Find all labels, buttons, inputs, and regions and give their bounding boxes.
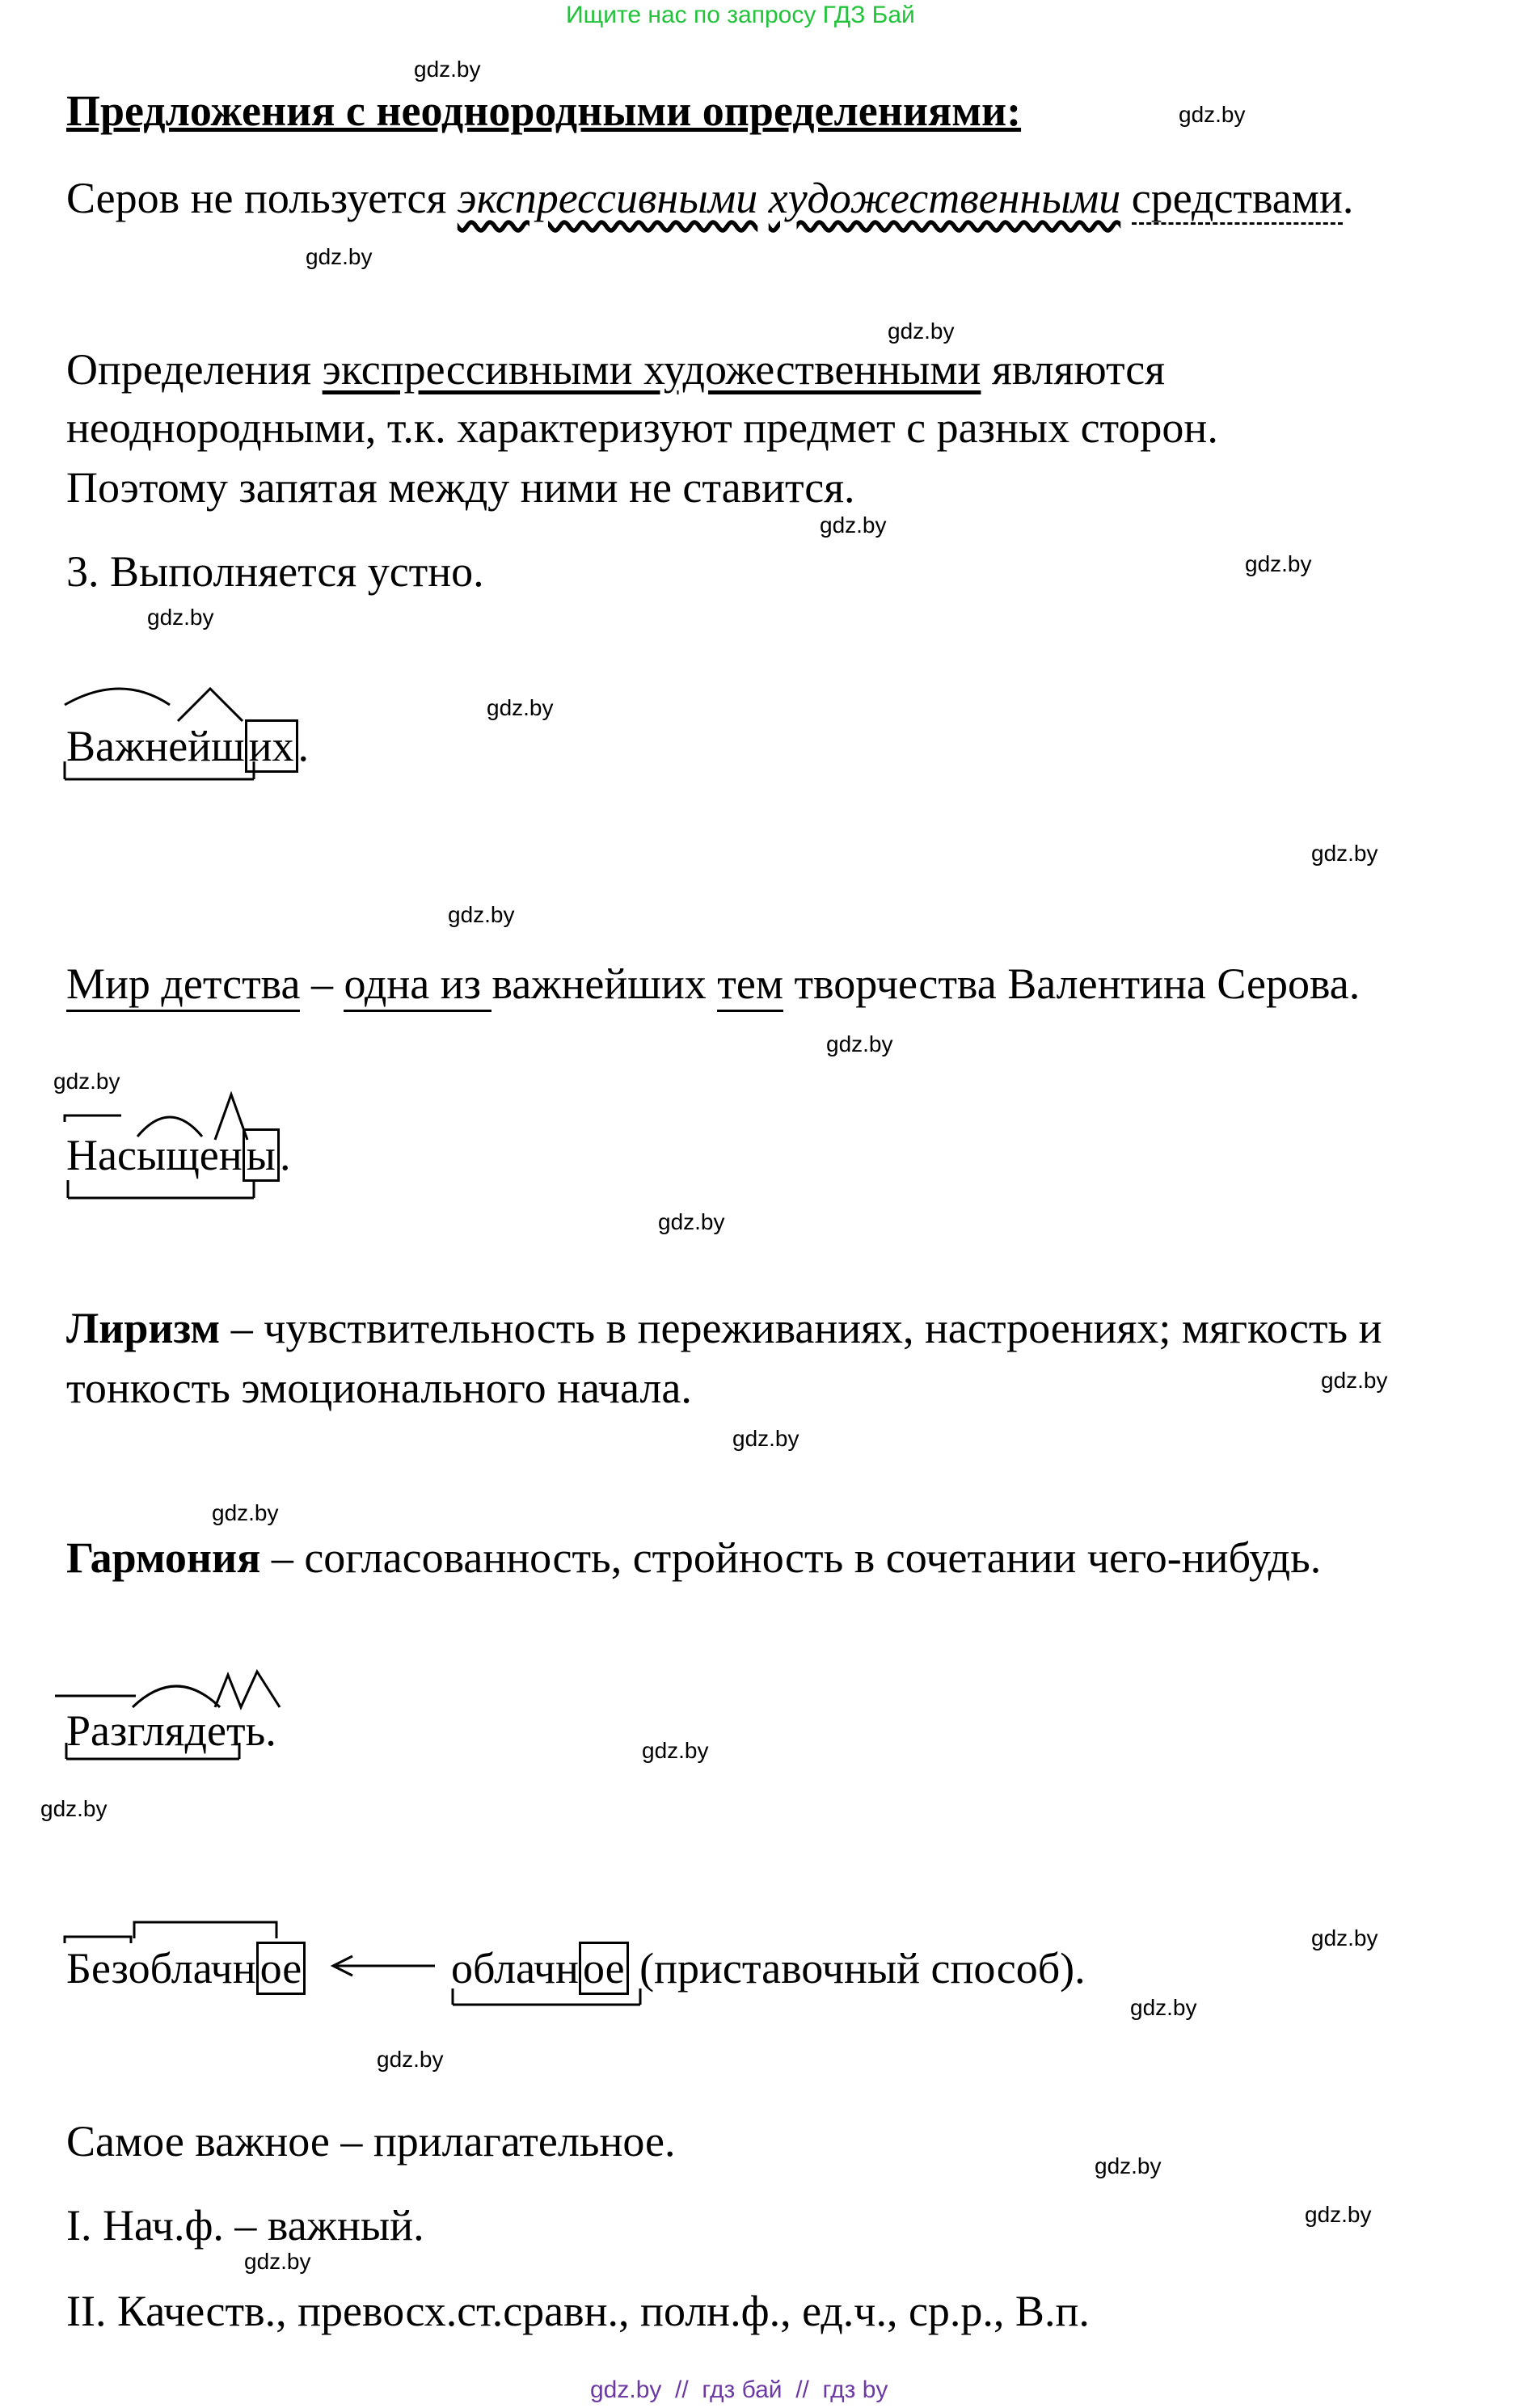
period: . <box>297 722 310 770</box>
explanation-line-2: неоднородными, т.к. характеризуют предмет с разных сторон. <box>66 403 1218 452</box>
watermark: gdz.by <box>1311 841 1378 866</box>
derivation-note: (приставочный способ). <box>628 1944 1086 1993</box>
watermark: gdz.by <box>1179 102 1246 127</box>
watermark: gdz.by <box>642 1738 709 1763</box>
prefix-mark-o <box>134 1922 276 1938</box>
watermark: gdz.by <box>732 1426 799 1451</box>
watermark: gdz.by <box>888 318 955 344</box>
period: . <box>279 1131 291 1179</box>
watermark: gdz.by <box>40 1796 108 1821</box>
prefix-mark <box>65 1115 121 1122</box>
word-stem: Безоблачн <box>66 1944 256 1993</box>
predicate: одна из <box>344 959 491 1012</box>
analysis-point-2: II. Качеств., превосх.ст.сравн., полн.ф., ед.ч., ср.р., В.п. <box>66 2287 1090 2335</box>
watermark: gdz.by <box>820 512 887 538</box>
task-3: 3. Выполняется устно. <box>66 547 484 596</box>
explanation-line-1 <box>66 339 1165 399</box>
watermark: gdz.by <box>1245 551 1312 576</box>
watermark: gdz.by <box>212 1500 279 1525</box>
object-means: средствами <box>1132 174 1343 225</box>
explanation-definitions: экспрессивными художественными <box>322 345 981 394</box>
harmony-definition <box>66 1528 1321 1588</box>
word-stem: облачн <box>451 1944 579 1993</box>
explanation-text: являются <box>981 345 1166 394</box>
term-lyricism: Лиризм <box>66 1304 221 1352</box>
top-banner: Ищите нас по запросу ГДЗ Бай <box>566 2 915 28</box>
ending-box: ы <box>243 1128 280 1182</box>
watermark: gdz.by <box>448 902 515 927</box>
watermark: gdz.by <box>487 695 554 720</box>
subject: Мир детства <box>66 959 300 1012</box>
sentence-2 <box>66 954 1360 1014</box>
period: . <box>1342 174 1354 222</box>
analysis-intro: Самое важное – прилагательное. <box>66 2117 676 2166</box>
word-stem: Важнейш <box>66 722 245 770</box>
explanation-line-3: Поэтому запятая между ними не ставится. <box>66 463 855 512</box>
ending-box: ое <box>579 1942 629 1995</box>
watermark: gdz.by <box>414 57 481 82</box>
definition-text: – чувствительность в переживаниях, настроениях; мягкость и <box>220 1304 1382 1352</box>
sentence-2-text: творчества Валентина Серова. <box>783 959 1361 1008</box>
footer-watermark: gdz.by // гдз бай // гдз by <box>590 2376 888 2403</box>
watermark: gdz.by <box>1305 2202 1372 2227</box>
sentence-1-text: Серов не пользуется <box>66 174 458 222</box>
adjective-expressive: экспрессивными <box>457 174 758 222</box>
watermark: gdz.by <box>658 1209 725 1234</box>
watermark: gdz.by <box>1095 2153 1162 2178</box>
sentence-1 <box>66 168 1353 228</box>
watermark: gdz.by <box>1130 1995 1197 2020</box>
watermark: gdz.by <box>1311 1925 1378 1950</box>
watermark: gdz.by <box>826 1031 893 1056</box>
watermark: gdz.by <box>147 605 214 630</box>
analysis-point-1: I. Нач.ф. – важный. <box>66 2201 424 2250</box>
root-arc <box>65 689 170 705</box>
lyricism-definition-line-1 <box>66 1298 1382 1358</box>
derivation-word-source <box>66 1938 306 1998</box>
space <box>757 174 769 222</box>
ending-box: их <box>245 719 298 773</box>
morph-word-1 <box>66 716 309 776</box>
term-harmony: Гармония <box>66 1533 261 1582</box>
morph-word-3: Разглядеть. <box>66 1706 276 1755</box>
word-stem: Насыщен <box>66 1131 243 1179</box>
predicate-tail: тем <box>717 959 783 1012</box>
watermark: gdz.by <box>244 2249 311 2274</box>
watermark: gdz.by <box>377 2047 444 2072</box>
watermark: gdz.by <box>53 1069 120 1094</box>
sentence-2-text: важнейших <box>491 959 718 1008</box>
explanation-text: Определения <box>66 345 323 394</box>
derivation-word-base <box>451 1938 1086 1998</box>
dash: – <box>300 959 344 1008</box>
watermark: gdz.by <box>306 244 373 269</box>
watermark: gdz.by <box>1321 1368 1388 1393</box>
lyricism-definition-line-2: тонкость эмоционального начала. <box>66 1364 692 1412</box>
section-heading: Предложения с неоднородными определениями: <box>66 86 1022 135</box>
definition-text: – согласованность, стройность в сочетании чего-нибудь. <box>260 1533 1322 1582</box>
ending-box: ое <box>256 1942 306 1995</box>
space <box>1120 174 1132 222</box>
adjective-artistic: художественными <box>768 174 1121 222</box>
morph-word-2 <box>66 1125 290 1185</box>
